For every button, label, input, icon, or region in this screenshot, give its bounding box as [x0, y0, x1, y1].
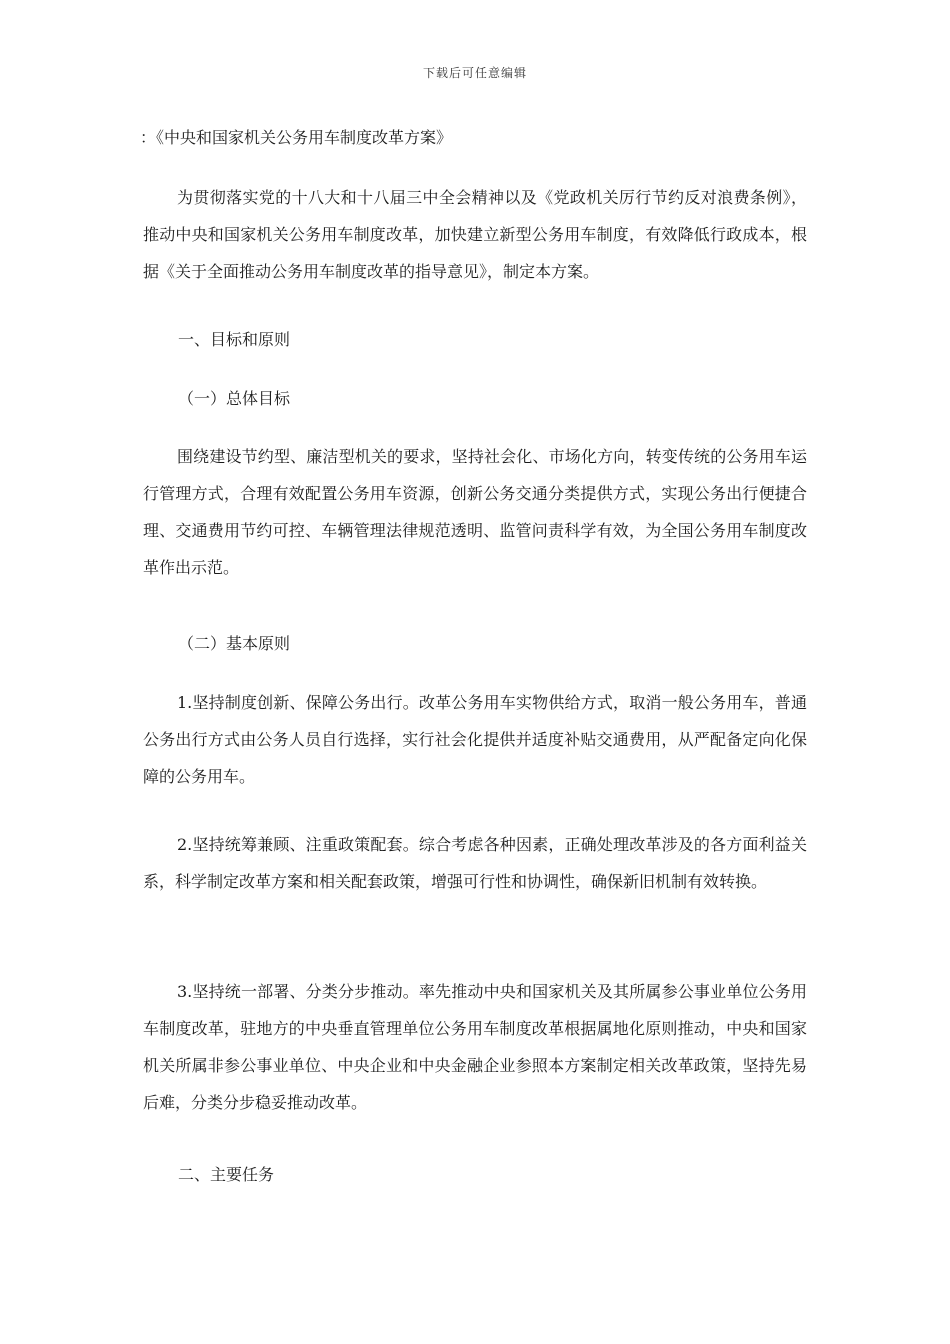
subsection-heading-overall-goal: （一）总体目标 — [178, 389, 291, 408]
principle-3-paragraph: 3.坚持统一部署、分类分步推动。率先推动中央和国家机关及其所属参公事业单位公务用车制度改革，驻地方的中央垂直管理单位公务用车制度改革根据属地化原则推动，中央和国家机关所属非参公事业单位、中央企业和中央金融企业参照本方案制定相关改革政策，坚持先易后难，分类分步稳妥推动改革。 — [143, 982, 807, 1112]
document-title: ：《中央和国家机关公务用车制度改革方案》 — [140, 128, 453, 147]
subsection-heading-basic-principles: （二）基本原则 — [178, 634, 291, 653]
principle-1-paragraph: 1.坚持制度创新、保障公务出行。改革公务用车实物供给方式，取消一般公务用车，普通公务出行方式由公务人员自行选择，实行社会化提供并适度补贴交通费用，从严配备定向化保障的公务用车。 — [143, 693, 807, 786]
intro-paragraph: 为贯彻落实党的十八大和十八届三中全会精神以及《党政机关厉行节约反对浪费条例》，推动中央和国家机关公务用车制度改革，加快建立新型公务用车制度，有效降低行政成本，根据《关于全面推动公务用车制度改革的指导意见》，制定本方案。 — [143, 188, 807, 281]
overall-goal-paragraph: 围绕建设节约型、廉洁型机关的要求，坚持社会化、市场化方向，转变传统的公务用车运行管理方式，合理有效配置公务用车资源，创新公务交通分类提供方式，实现公务出行便捷合理、交通费用节约可控、车辆管理法律规范透明、监管问责科学有效，为全国公务用车制度改革作出示范。 — [143, 447, 807, 577]
section-heading-main-tasks: 二、主要任务 — [178, 1165, 275, 1184]
section-heading-goals-principles: 一、目标和原则 — [178, 330, 291, 349]
principle-2-paragraph: 2.坚持统筹兼顾、注重政策配套。综合考虑各种因素，正确处理改革涉及的各方面利益关系，科学制定改革方案和相关配套政策，增强可行性和协调性，确保新旧机制有效转换。 — [143, 835, 807, 891]
header-note: 下载后可任意编辑 — [422, 66, 527, 80]
